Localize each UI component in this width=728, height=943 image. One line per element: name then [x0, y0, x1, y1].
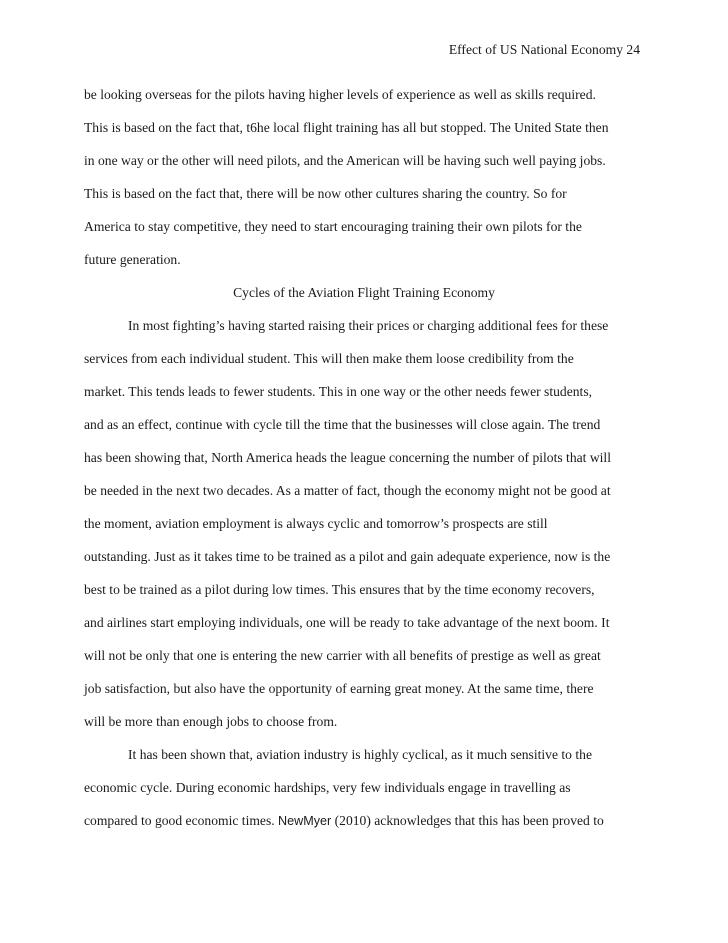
text-line: This is based on the fact that, t6he local flight training has all but stopped. The United State then: [84, 120, 609, 135]
text-line: and as an effect, continue with cycle till the time that the businesses will close again. The trend: [84, 417, 601, 432]
text-line: services from each individual student. This will then make them loose credibility from the: [84, 351, 574, 366]
text-line: will not be only that one is entering the new carrier with all benefits of prestige as well as great: [84, 648, 601, 663]
text-line: the moment, aviation employment is always cyclic and tomorrow’s prospects are still: [84, 516, 548, 531]
text-line: has been showing that, North America heads the league concerning the number of pilots that will: [84, 450, 611, 465]
text-segment: (2010) acknowledges that this has been proved to: [331, 813, 604, 828]
running-head: Effect of US National Economy 24: [448, 42, 640, 57]
text-line: in one way or the other will need pilots, and the American will be having such well paying jobs.: [84, 153, 606, 168]
text-line: future generation.: [84, 252, 181, 267]
text-line: economic cycle. During economic hardships, very few individuals engage in travelling as: [84, 780, 571, 795]
text-line: best to be trained as a pilot during low times. This ensures that by the time economy recovers,: [84, 582, 595, 597]
text-line: and airlines start employing individuals, one will be ready to take advantage of the next boom. It: [84, 615, 610, 630]
text-line: be needed in the next two decades. As a matter of fact, though the economy might not be good at: [84, 483, 611, 498]
text-line: job satisfaction, but also have the opportunity of earning great money. At the same time, there: [84, 681, 594, 696]
text-line: will be more than enough jobs to choose from.: [84, 714, 338, 729]
text-line: be looking overseas for the pilots having higher levels of experience as well as skills required.: [84, 87, 596, 102]
text-line: In most fighting’s having started raising their prices or charging additional fees for these: [128, 318, 609, 333]
text-line: outstanding. Just as it takes time to be trained as a pilot and gain adequate experience, now is the: [84, 549, 611, 564]
text-line: [84, 813, 604, 829]
citation-author: NewMyer: [278, 814, 332, 828]
text-line: It has been shown that, aviation industry is highly cyclical, as it much sensitive to the: [128, 747, 592, 762]
text-segment: compared to good economic times.: [84, 813, 279, 828]
text-line: This is based on the fact that, there will be now other cultures sharing the country. So for: [84, 186, 567, 201]
text-line: market. This tends leads to fewer students. This in one way or the other needs fewer students,: [84, 384, 593, 399]
section-heading: Cycles of the Aviation Flight Training Economy: [233, 285, 495, 300]
text-line: America to stay competitive, they need to start encouraging training their own pilots for the: [84, 219, 582, 234]
